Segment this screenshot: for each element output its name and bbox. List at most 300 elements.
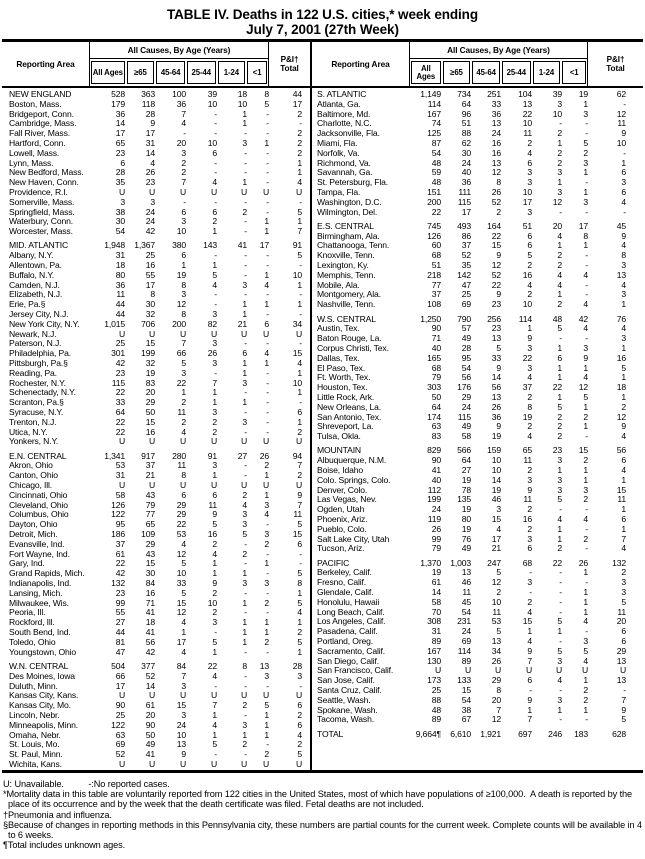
value-cell: 5 bbox=[181, 558, 186, 569]
value-cell: 6 bbox=[212, 206, 217, 217]
value-cell: 15 bbox=[522, 616, 532, 627]
area-cell: New Orleans, La. bbox=[317, 401, 381, 412]
area-cell: Trenton, N.J. bbox=[9, 416, 57, 427]
area-cell: Waterbury, Conn. bbox=[9, 216, 73, 227]
value-cell: 1 bbox=[264, 269, 269, 280]
value-cell: 12 bbox=[578, 382, 588, 393]
value-cell: 29 bbox=[176, 499, 186, 510]
value-cell: 99 bbox=[115, 597, 125, 608]
area-cell: Yonkers, N.Y. bbox=[9, 436, 59, 447]
value-cell: 18 bbox=[616, 382, 626, 393]
area-cell: Omaha, Nebr. bbox=[9, 729, 61, 740]
value-cell: 65 bbox=[145, 519, 155, 530]
value-cell: 7 bbox=[212, 377, 217, 388]
value-cell: 52 bbox=[491, 196, 501, 207]
value-cell: - bbox=[266, 250, 269, 261]
value-cell: 1 bbox=[264, 719, 269, 730]
area-cell: Lowell, Mass. bbox=[9, 147, 60, 158]
value-cell: - bbox=[585, 206, 588, 217]
value-cell: 46 bbox=[461, 577, 471, 588]
value-cell: 24 bbox=[431, 504, 441, 515]
value-cell: 3 bbox=[527, 342, 532, 353]
area-cell: Scranton, Pa.§ bbox=[9, 397, 64, 408]
value-cell: 26 bbox=[431, 523, 441, 534]
value-cell: 5 bbox=[264, 98, 269, 109]
value-cell: - bbox=[585, 128, 588, 139]
value-cell: 5 bbox=[181, 358, 186, 369]
value-cell: - bbox=[266, 587, 269, 598]
value-cell: 2 bbox=[557, 411, 562, 422]
value-cell: 697 bbox=[518, 728, 532, 739]
value-cell: 3 bbox=[557, 474, 562, 485]
value-cell: 6 bbox=[527, 157, 532, 168]
value-cell: 1 bbox=[212, 568, 217, 579]
value-cell: 6 bbox=[297, 719, 302, 730]
value-cell: 56 bbox=[461, 372, 471, 383]
value-cell: 3 bbox=[212, 617, 217, 628]
value-cell: 6 bbox=[621, 186, 626, 197]
value-cell: - bbox=[244, 680, 247, 691]
value-cell: 119 bbox=[427, 513, 441, 524]
value-cell: - bbox=[214, 680, 217, 691]
value-cell: - bbox=[559, 714, 562, 725]
value-cell: 65 bbox=[522, 445, 532, 456]
value-cell: 36 bbox=[115, 279, 125, 290]
value-cell: U bbox=[240, 328, 247, 339]
value-cell: 4 bbox=[297, 729, 302, 740]
value-cell: 7 bbox=[621, 533, 626, 544]
value-cell: 143 bbox=[203, 240, 217, 251]
value-cell: - bbox=[266, 167, 269, 178]
value-cell: 1 bbox=[264, 470, 269, 481]
value-cell: 11 bbox=[617, 606, 626, 617]
value-cell: 8 bbox=[181, 279, 186, 290]
value-cell: 14 bbox=[145, 147, 155, 158]
value-cell: 5 bbox=[212, 269, 217, 280]
value-cell: - bbox=[244, 470, 247, 481]
value-cell: - bbox=[266, 568, 269, 579]
area-cell: Grand Rapids, Mich. bbox=[9, 568, 85, 579]
value-cell: 2 bbox=[527, 504, 532, 515]
value-cell: 1 bbox=[297, 646, 302, 657]
value-cell: 4 bbox=[621, 323, 626, 334]
value-cell: 29 bbox=[491, 675, 501, 686]
city-row bbox=[312, 208, 643, 218]
header-pi-line1: P&I† bbox=[606, 55, 625, 64]
value-cell: - bbox=[244, 250, 247, 261]
value-cell: 108 bbox=[427, 299, 441, 310]
value-cell: - bbox=[559, 577, 562, 588]
value-cell: 78 bbox=[461, 484, 471, 495]
area-cell: Schenectady, N.Y. bbox=[9, 387, 76, 398]
value-cell: 566 bbox=[457, 445, 471, 456]
value-cell: 54 bbox=[461, 606, 471, 617]
value-cell: 167 bbox=[427, 108, 441, 119]
value-cell: 3 bbox=[527, 206, 532, 217]
value-cell: U bbox=[118, 690, 125, 701]
value-cell: 2 bbox=[297, 137, 302, 148]
value-cell: 917 bbox=[141, 450, 155, 461]
value-cell: - bbox=[299, 289, 302, 300]
value-cell: 151 bbox=[427, 186, 441, 197]
value-cell: 27 bbox=[237, 450, 247, 461]
value-cell: U bbox=[555, 665, 562, 676]
value-cell: 95 bbox=[461, 352, 471, 363]
area-cell: Reading, Pa. bbox=[9, 367, 57, 378]
value-cell: 1 bbox=[557, 626, 562, 637]
value-cell: 3 bbox=[557, 167, 562, 178]
value-cell: 62 bbox=[616, 89, 626, 99]
value-cell: 69 bbox=[115, 739, 125, 750]
value-cell: 4 bbox=[242, 499, 247, 510]
value-cell: 1,149 bbox=[420, 89, 441, 99]
value-cell: - bbox=[244, 157, 247, 168]
value-cell: 1 bbox=[264, 216, 269, 227]
header-col-45-64: 45-64 bbox=[156, 61, 185, 84]
value-cell: - bbox=[266, 377, 269, 388]
value-cell: 1 bbox=[583, 464, 588, 475]
value-cell: 13 bbox=[616, 675, 626, 686]
value-cell: 3 bbox=[181, 289, 186, 300]
value-cell: - bbox=[266, 607, 269, 618]
value-cell: 33 bbox=[491, 352, 501, 363]
value-cell: 3 bbox=[264, 578, 269, 589]
value-cell: - bbox=[299, 196, 302, 207]
value-cell: 3 bbox=[557, 484, 562, 495]
area-cell: Norfolk, Va. bbox=[317, 147, 360, 158]
header-col-lt1: <1 bbox=[562, 61, 586, 84]
value-cell: 39 bbox=[552, 89, 562, 99]
area-cell: Peoria, Ill. bbox=[9, 607, 46, 618]
value-cell: 1 bbox=[212, 260, 217, 271]
value-cell: 31 bbox=[431, 626, 441, 637]
value-cell: 493 bbox=[457, 220, 471, 231]
value-cell: - bbox=[244, 196, 247, 207]
value-cell: U bbox=[179, 436, 186, 447]
value-cell: 159 bbox=[487, 445, 501, 456]
value-cell: - bbox=[244, 709, 247, 720]
value-cell: 42 bbox=[115, 568, 125, 579]
header-age-group bbox=[89, 42, 269, 86]
value-cell: 2 bbox=[264, 597, 269, 608]
value-cell: 52 bbox=[115, 749, 125, 760]
value-cell: 15 bbox=[176, 597, 186, 608]
value-cell: 12 bbox=[552, 196, 562, 207]
value-cell: 2 bbox=[264, 460, 269, 471]
value-cell: - bbox=[585, 279, 588, 290]
value-cell: 12 bbox=[491, 260, 501, 271]
value-cell: 5 bbox=[557, 616, 562, 627]
value-cell: - bbox=[266, 416, 269, 427]
value-cell: 9 bbox=[212, 578, 217, 589]
value-cell: 43 bbox=[145, 548, 155, 559]
value-cell: 111 bbox=[458, 186, 471, 197]
value-cell: 15 bbox=[491, 240, 501, 251]
value-cell: 31 bbox=[145, 137, 155, 148]
value-cell: - bbox=[559, 636, 562, 647]
value-cell: 15 bbox=[145, 558, 155, 569]
value-cell: 5 bbox=[297, 597, 302, 608]
value-cell: - bbox=[244, 338, 247, 349]
value-cell: - bbox=[214, 627, 217, 638]
value-cell: - bbox=[244, 167, 247, 178]
value-cell: 68 bbox=[522, 557, 532, 568]
value-cell: 4 bbox=[212, 279, 217, 290]
value-cell: U bbox=[148, 328, 155, 339]
value-cell: 5 bbox=[621, 714, 626, 725]
value-cell: 3 bbox=[242, 377, 247, 388]
value-cell: 36 bbox=[491, 411, 501, 422]
value-cell: 10 bbox=[176, 729, 186, 740]
area-cell: Cincinnati, Ohio bbox=[9, 489, 68, 500]
value-cell: 9 bbox=[496, 362, 501, 373]
value-cell: - bbox=[266, 646, 269, 657]
value-cell: 22 bbox=[115, 558, 125, 569]
value-cell: 25 bbox=[431, 685, 441, 696]
header-col-all-ages: All Ages bbox=[411, 61, 441, 84]
area-cell: Gary, Ind. bbox=[9, 558, 45, 569]
value-cell: - bbox=[214, 128, 217, 139]
value-cell: - bbox=[266, 426, 269, 437]
value-cell: 199 bbox=[427, 494, 441, 505]
value-cell: - bbox=[244, 538, 247, 549]
value-cell: - bbox=[559, 206, 562, 217]
area-cell: Kansas City, Mo. bbox=[9, 700, 71, 711]
area-cell: Wichita, Kans. bbox=[9, 758, 62, 769]
value-cell: 6 bbox=[242, 348, 247, 359]
value-cell: U bbox=[148, 690, 155, 701]
value-cell: 82 bbox=[207, 318, 217, 329]
value-cell: U bbox=[118, 328, 125, 339]
footnotes bbox=[3, 778, 645, 851]
value-cell: 37 bbox=[145, 460, 155, 471]
value-cell: 8 bbox=[496, 177, 501, 188]
value-cell: U bbox=[262, 186, 269, 197]
value-cell: 8 bbox=[621, 250, 626, 261]
area-cell: St. Paul, Minn. bbox=[9, 749, 63, 760]
value-cell: 31 bbox=[115, 250, 125, 261]
area-cell: E.S. CENTRAL bbox=[317, 220, 374, 231]
value-cell: 13 bbox=[176, 739, 186, 750]
value-cell: 20 bbox=[616, 616, 626, 627]
value-cell: 3 bbox=[583, 108, 588, 119]
value-cell: 125 bbox=[427, 128, 441, 139]
value-cell: 34 bbox=[292, 318, 302, 329]
value-cell: 2 bbox=[527, 464, 532, 475]
value-cell: 29 bbox=[461, 391, 471, 402]
value-cell: 504 bbox=[111, 660, 125, 671]
value-cell: 1 bbox=[242, 358, 247, 369]
value-cell: 19 bbox=[461, 523, 471, 534]
table-title-line2: July 7, 2001 (27th Week) bbox=[246, 22, 399, 37]
area-cell: Toledo, Ohio bbox=[9, 636, 56, 647]
value-cell: - bbox=[214, 108, 217, 119]
value-cell: 79 bbox=[431, 372, 441, 383]
value-cell: 5 bbox=[583, 645, 588, 656]
value-cell: 26 bbox=[207, 348, 217, 359]
value-cell: U bbox=[262, 690, 269, 701]
value-cell: - bbox=[244, 426, 247, 437]
value-cell: 2 bbox=[583, 455, 588, 466]
value-cell: - bbox=[266, 118, 269, 129]
value-cell: 2 bbox=[264, 749, 269, 760]
value-cell: 6 bbox=[120, 157, 125, 168]
value-cell: 10 bbox=[237, 98, 247, 109]
value-cell: - bbox=[559, 567, 562, 578]
value-cell: 2 bbox=[557, 250, 562, 261]
value-cell: 3 bbox=[212, 358, 217, 369]
value-cell: 12 bbox=[491, 714, 501, 725]
value-cell: 4 bbox=[181, 646, 186, 657]
value-cell: 2 bbox=[242, 739, 247, 750]
value-cell: 47 bbox=[461, 279, 471, 290]
value-cell: 6 bbox=[181, 206, 186, 217]
value-cell: 1 bbox=[297, 167, 302, 178]
value-cell: 71 bbox=[145, 597, 155, 608]
value-cell: 22 bbox=[115, 387, 125, 398]
value-cell: 1 bbox=[297, 416, 302, 427]
value-cell: U bbox=[148, 436, 155, 447]
area-cell: Fresno, Calif. bbox=[317, 577, 367, 588]
value-cell: 4 bbox=[527, 372, 532, 383]
value-cell: 1 bbox=[557, 342, 562, 353]
value-cell: 5 bbox=[264, 700, 269, 711]
value-cell: 4 bbox=[583, 372, 588, 383]
value-cell: - bbox=[559, 333, 562, 344]
value-cell: 41 bbox=[145, 607, 155, 618]
value-cell: 63 bbox=[431, 421, 441, 432]
value-cell: 4 bbox=[621, 240, 626, 251]
value-cell: 13 bbox=[491, 391, 501, 402]
mmwr-table-page bbox=[0, 7, 645, 859]
value-cell: - bbox=[529, 567, 532, 578]
value-cell: 90 bbox=[431, 323, 441, 334]
value-cell: 45 bbox=[461, 596, 471, 607]
header-col-1-24: 1-24 bbox=[533, 61, 561, 84]
table-title bbox=[0, 7, 645, 37]
value-cell: - bbox=[266, 338, 269, 349]
value-cell: - bbox=[266, 739, 269, 750]
value-cell: 1 bbox=[557, 533, 562, 544]
value-cell: 66 bbox=[176, 348, 186, 359]
value-cell: 16 bbox=[616, 352, 626, 363]
value-cell: 22 bbox=[522, 352, 532, 363]
value-cell: 15 bbox=[292, 348, 302, 359]
value-cell: 363 bbox=[141, 89, 155, 99]
value-cell: 1 bbox=[297, 587, 302, 598]
value-cell: 706 bbox=[141, 318, 155, 329]
value-cell: 3 bbox=[297, 670, 302, 681]
value-cell: 1 bbox=[583, 167, 588, 178]
value-cell: 4 bbox=[583, 655, 588, 666]
value-cell: 58 bbox=[461, 431, 471, 442]
value-cell: 1 bbox=[212, 646, 217, 657]
value-cell: 9 bbox=[621, 128, 626, 139]
value-cell: 20 bbox=[176, 137, 186, 148]
total-row bbox=[312, 730, 643, 740]
left-rows bbox=[2, 88, 310, 770]
value-cell: 13 bbox=[616, 655, 626, 666]
value-cell: 2 bbox=[557, 299, 562, 310]
value-cell: 1 bbox=[242, 597, 247, 608]
value-cell: 10 bbox=[522, 186, 532, 197]
value-cell: 33 bbox=[176, 578, 186, 589]
value-cell: 11 bbox=[492, 606, 501, 617]
value-cell: 6 bbox=[264, 318, 269, 329]
value-cell: 5 bbox=[496, 342, 501, 353]
area-cell: Wilmington, Del. bbox=[317, 206, 378, 217]
value-cell: 48 bbox=[431, 157, 441, 168]
value-cell: 1 bbox=[242, 617, 247, 628]
value-cell: 12 bbox=[176, 607, 186, 618]
value-cell: 51 bbox=[461, 118, 471, 129]
value-cell: 11 bbox=[523, 455, 532, 466]
value-cell: U bbox=[262, 328, 269, 339]
value-cell: 10 bbox=[176, 568, 186, 579]
value-cell: - bbox=[585, 523, 588, 534]
area-cell: Charlotte, N.C. bbox=[317, 118, 372, 129]
value-cell: 183 bbox=[574, 728, 588, 739]
area-cell: MOUNTAIN bbox=[317, 445, 361, 456]
value-cell: 1 bbox=[264, 617, 269, 628]
city-row bbox=[312, 344, 643, 354]
value-cell: - bbox=[214, 167, 217, 178]
value-cell: U bbox=[295, 436, 302, 447]
value-cell: 90 bbox=[115, 700, 125, 711]
value-cell: 4 bbox=[583, 323, 588, 334]
value-cell: 1 bbox=[583, 606, 588, 617]
value-cell: 17 bbox=[461, 206, 471, 217]
value-cell: 9 bbox=[621, 704, 626, 715]
value-cell: 29 bbox=[145, 538, 155, 549]
header-col-1-24: 1-24 bbox=[218, 61, 246, 84]
value-cell: 52 bbox=[461, 250, 471, 261]
value-cell: 64 bbox=[431, 401, 441, 412]
value-cell: 6 bbox=[527, 240, 532, 251]
value-cell: 6 bbox=[212, 489, 217, 500]
value-cell: - bbox=[585, 260, 588, 271]
value-cell: 14 bbox=[491, 372, 501, 383]
value-cell: 4 bbox=[264, 348, 269, 359]
header-col-25-44: 25-44 bbox=[502, 61, 531, 84]
value-cell: 14 bbox=[491, 474, 501, 485]
value-cell: 4 bbox=[297, 177, 302, 188]
area-cell: New Haven, Conn. bbox=[9, 177, 79, 188]
area-cell: Portland, Oreg. bbox=[317, 636, 374, 647]
value-cell: 6 bbox=[621, 455, 626, 466]
value-cell: 164 bbox=[487, 220, 501, 231]
value-cell: 9 bbox=[297, 489, 302, 500]
value-cell: 8 bbox=[264, 89, 269, 99]
value-cell: 3 bbox=[242, 519, 247, 530]
value-cell: 53 bbox=[176, 529, 186, 540]
value-cell: 16 bbox=[522, 269, 532, 280]
value-cell: 2 bbox=[527, 391, 532, 402]
value-cell: 3 bbox=[557, 98, 562, 109]
value-cell: 377 bbox=[141, 660, 155, 671]
value-cell: 6 bbox=[621, 636, 626, 647]
area-cell: Boise, Idaho bbox=[317, 464, 363, 475]
value-cell: 18 bbox=[115, 260, 125, 271]
value-cell: 6 bbox=[527, 675, 532, 686]
area-cell: Tacoma, Wash. bbox=[317, 714, 374, 725]
area-cell: Springfield, Mass. bbox=[9, 206, 75, 217]
value-cell: - bbox=[585, 333, 588, 344]
value-cell: 3 bbox=[212, 338, 217, 349]
value-cell: 20 bbox=[491, 694, 501, 705]
value-cell: 3 bbox=[264, 529, 269, 540]
area-cell: New Bedford, Mass. bbox=[9, 167, 84, 178]
